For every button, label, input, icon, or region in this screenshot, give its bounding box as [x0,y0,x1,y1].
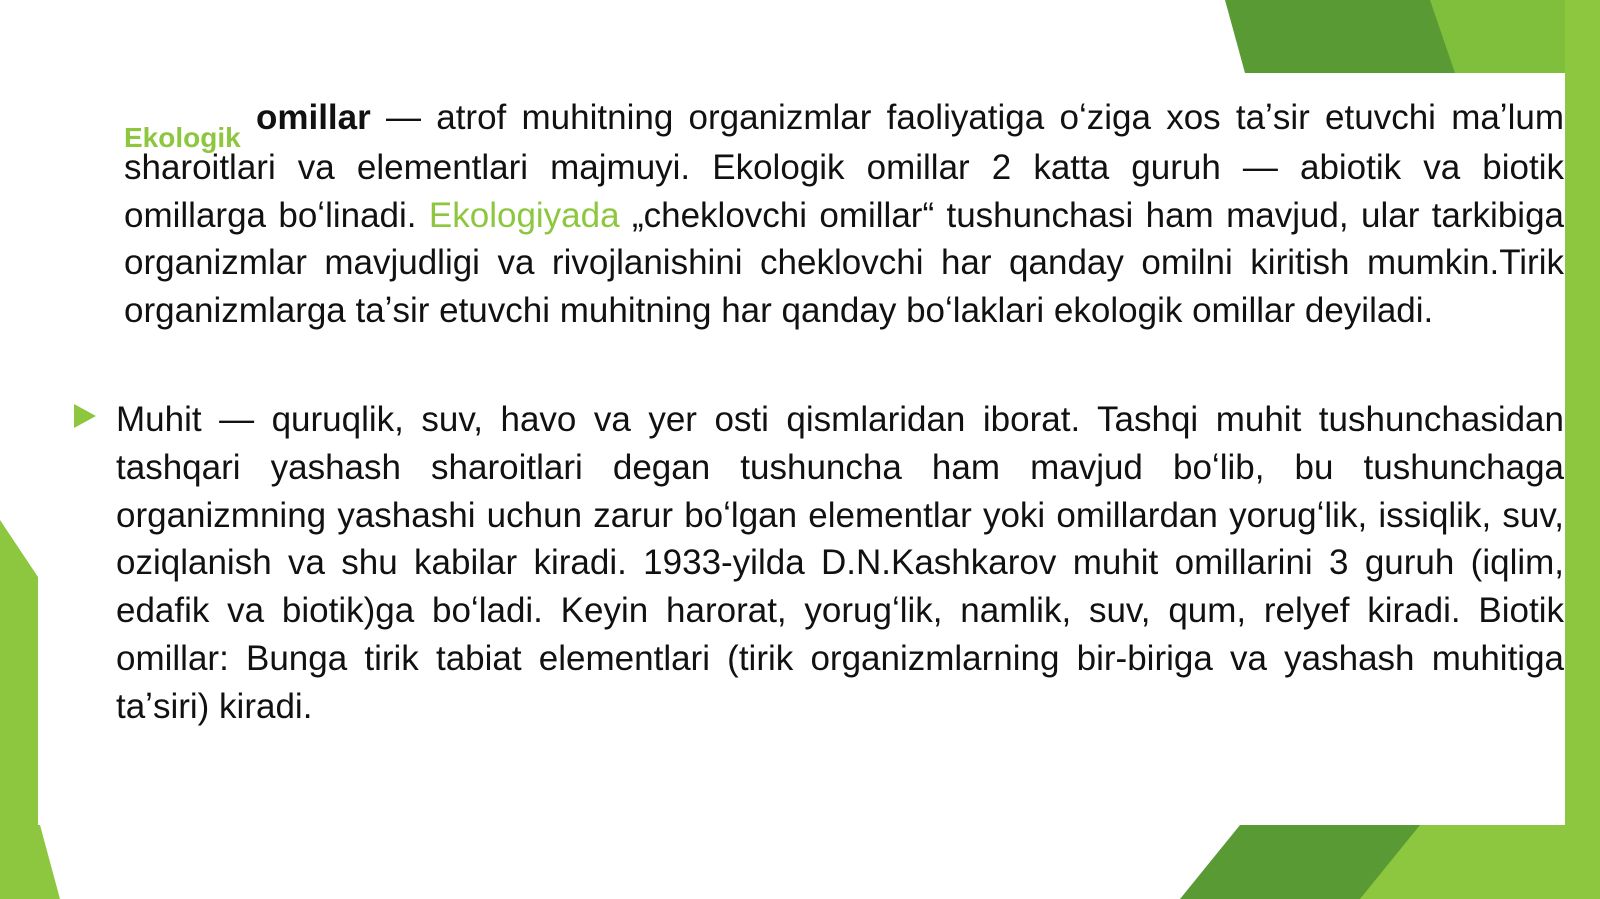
paragraph2-text: Muhit — quruqlik, suv, havo va yer osti qismlaridan iborat. Tashqi muhit tushunchasidan tashqari yashash sharoitlari degan tushuncha ham mavjud boʻlib, bu tushunchaga organizmning yashashi uchun zarur boʻlgan elementlar yoki omillardan yorugʻlik, issiqlik, suv, oziqlanish va shu kabilar kiradi. 1933-yilda D.N.Kashkarov muhit omillarini 3 guruh (iqlim, edafik va biotik)ga boʻladi. Keyin harorat, yorugʻlik, namlik, suv, qum, relyef kiradi. Biotik omillar: Bunga tirik tabiat elementlari (tirik organizmlarning bir-biriga va yashash muhitiga taʼsiri) kiradi. [116,400,1564,726]
factors-term: omillar [255,98,371,137]
triangle-right-icon [74,404,96,428]
paragraph1-text-a: — atrof muhitning organizmlar faoliyatiga oʻziga xos taʼsir etuvchi maʼlum sharoitlari va elementlari majmuyi. Ekologik omillar 2 katta guruh — abiotik va biotik omillarga boʻlinadi. [124,98,1564,235]
paragraph-environment [116,396,1564,731]
right-edge-strip [1565,0,1600,899]
ecological-label: Ekologik [124,122,241,153]
paragraph1-text-b: „cheklovchi omillar“ tushunchasi ham mavjud, ular tarkibiga organizmlar mavjudligi va rivojlanishini cheklovchi har qanday omilni kiritish mumkin.Tirik organizmlarga taʼsir etuvchi muhitning har qanday boʻlaklari ekologik omillar deyiladi. [124,195,1564,331]
ecology-link[interactable]: Ekologiyada [428,195,620,235]
paragraph-ecological-factors [124,94,1564,335]
